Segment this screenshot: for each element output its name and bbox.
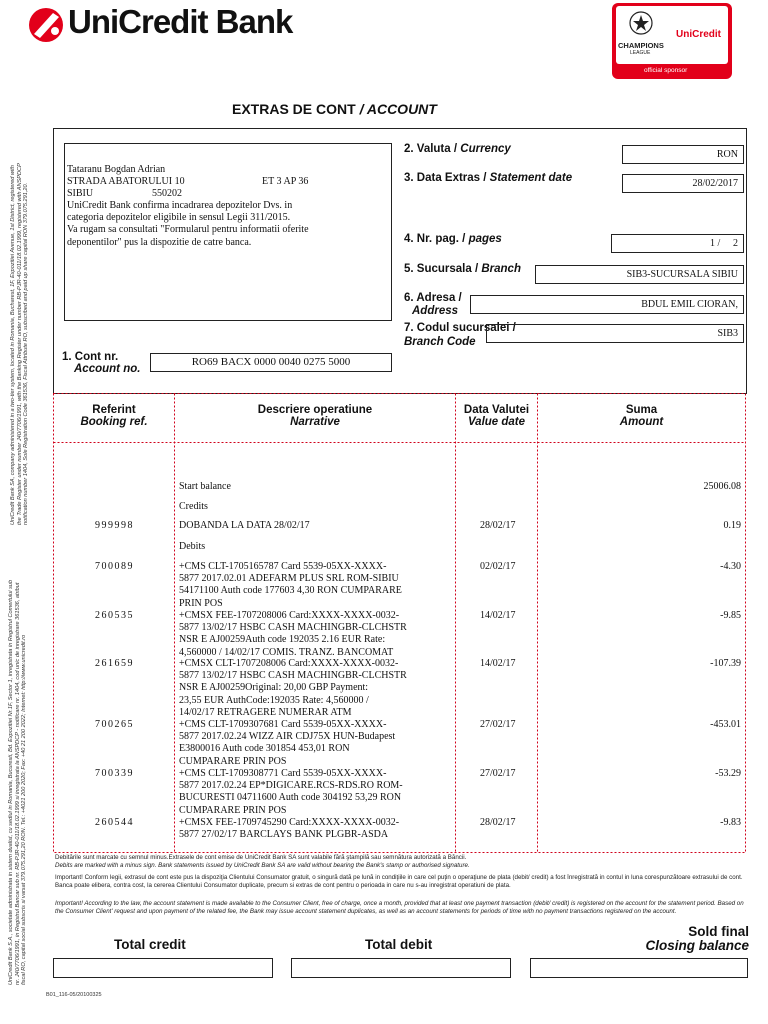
- deposit-notice: UniCredit Bank confirma incadrarea depozitelor Dvs. in categoria depozitelor eligibile in sensul Legii 311/2015. Va rugam sa consultati "Formularul pentru informatii oferite deponentilor" pus la dispozitie de catre banca.: [67, 200, 309, 248]
- row-ref: 260535: [95, 610, 134, 621]
- account-number: RO69 BACX 0000 0040 0275 5000: [150, 353, 392, 372]
- client-apt: ET 3 AP 36: [262, 176, 309, 187]
- badge-brand: UniCredit: [676, 29, 721, 40]
- title-en: ACCOUNT: [366, 101, 437, 117]
- row-ref: 700265: [95, 719, 134, 730]
- row-date: 28/02/17: [480, 520, 516, 531]
- debits-label: Debits: [179, 541, 206, 552]
- row-ref: 260544: [95, 817, 134, 828]
- row-desc: DOBANDA LA DATA 28/02/17: [179, 520, 310, 531]
- closing-balance-field: [530, 958, 748, 978]
- footer-debits-note-ro: Debitările sunt marcate cu semnul minus.Extrasele de cont emise de UniCredit Bank SA sunt valabile fără ştampilă sau semnătura autorizată a Băncii.: [55, 854, 467, 861]
- row-amount: 0.19: [723, 520, 741, 531]
- branch-code-label: 7. Codul sucursalei / Branch Code: [404, 322, 516, 348]
- row-desc: +CMS CLT-1709307681 Card 5539-05XX-XXXX- 5877 2017.02.24 WIZZ AIR CDJ75X HUN-Budapest E3800016 Auth code 301854 453,01 RON CUMPARARE PRIN POS: [179, 719, 396, 767]
- branch-value: SIB3-SUCURSALA SIBIU: [535, 265, 744, 284]
- client-postal: 550202: [152, 188, 182, 199]
- total-debit-label: Total debit: [365, 937, 433, 952]
- row-amount: -107.39: [710, 658, 741, 669]
- start-balance-label: Start balance: [179, 481, 231, 492]
- account-label: 1. Cont nr. Account no.: [62, 351, 141, 375]
- client-street: STRADA ABATORULUI 10: [67, 176, 185, 187]
- credits-label: Credits: [179, 501, 208, 512]
- row-ref: 261659: [95, 658, 134, 669]
- currency-label: 2. Valuta / Currency: [404, 143, 511, 155]
- client-name: Tataranu Bogdan Adrian: [67, 164, 166, 175]
- row-amount: -53.29: [715, 768, 741, 779]
- col-amount: Suma Amount: [619, 404, 664, 428]
- row-desc: +CMSX FEE-1709745290 Card:XXXX-XXXX-0032- 5877 27/02/17 BARCLAYS BANK PLGBR-ASDA: [179, 817, 400, 841]
- row-ref: 700089: [95, 561, 134, 572]
- footer-important-en: Important! According to the law, the account statement is made available to the Consumer Client, free of charge, once a month, provided that at least one payment transaction (debit/ credit) is registered on the account for the statement period. Based on the Consumer Client' request and upon payment of the related fee, the Bank may issue account statement duplicates, as well as an account statements for periods of time with no payment transactions registered on the account.: [55, 900, 744, 915]
- badge-line2: LEAGUE: [630, 50, 651, 56]
- branch-label: 5. Sucursala / Branch: [404, 263, 521, 275]
- row-date: 28/02/17: [480, 817, 516, 828]
- col-narrative: Descriere operatiune Narrative: [257, 404, 373, 428]
- total-debit-field: [291, 958, 511, 978]
- total-credit-label: Total credit: [114, 937, 186, 952]
- statement-date-label: 3. Data Extras / Statement date: [404, 172, 573, 184]
- row-date: 14/02/17: [480, 610, 516, 621]
- row-date: 27/02/17: [480, 768, 516, 779]
- row-amount: -4.30: [720, 561, 741, 572]
- row-desc: +CMSX FEE-1707208006 Card:XXXX-XXXX-0032- 5877 13/02/17 HSBC CASH MACHINGBR-CLCHSTR NSR E AJ00259Auth code 192035 2.16 EUR Rate: 4,560000 / 14/02/17 COMIS. TRANZ. BANCOMAT: [179, 610, 407, 658]
- row-amount: -9.85: [720, 610, 741, 621]
- pages-value: 1 / 2: [611, 234, 744, 253]
- pages-label: 4. Nr. pag. / pages: [404, 233, 502, 245]
- client-city: SIBIU: [67, 188, 94, 199]
- bank-name: UniCredit Bank: [68, 3, 293, 40]
- row-date: 27/02/17: [480, 719, 516, 730]
- col-booking-ref: Referint Booking ref.: [80, 404, 148, 428]
- badge-sponsor: official sponsor: [644, 67, 688, 74]
- col-value-date: Data Valutei Value date: [463, 404, 530, 428]
- title-sep: /: [359, 101, 364, 117]
- address-value: BDUL EMIL CIORAN,: [470, 295, 744, 314]
- row-amount: -9.83: [720, 817, 741, 828]
- currency-value: RON: [622, 145, 744, 164]
- badge-line1: CHAMPIONS: [618, 41, 664, 50]
- statement-date-value: 28/02/2017: [622, 174, 744, 193]
- row-date: 14/02/17: [480, 658, 516, 669]
- closing-balance-label: Sold final Closing balance: [645, 924, 749, 953]
- footer-debits-note-en: Debits are marked with a minus sign. Bank statements issued by UniCredit Bank SA are valid without bearing the Bank's stamp or authorised signature.: [55, 862, 470, 869]
- row-desc: +CMS CLT-1709308771 Card 5539-05XX-XXXX- 5877 2017.02.24 EP*DIGICARE.RCS-RDS.RO ROM- BUCURESTI 04711600 Auth code 304192 53,29 RON CUMPARARE PRIN POS: [179, 768, 403, 816]
- total-credit-field: [53, 958, 273, 978]
- branch-code-value: SIB3: [486, 324, 744, 343]
- row-amount: -453.01: [710, 719, 741, 730]
- row-ref: 700339: [95, 768, 134, 779]
- row-desc: +CMSX CLT-1707208006 Card:XXXX-XXXX-0032- 5877 13/02/17 HSBC CASH MACHINGBR-CLCHSTR NSR E AJ00259Original: 20,00 GBP Payment: 23,55 EUR AuthCode:192035 Rate: 4,560000 / 14/02/17 RETRAGERE NUMERAR ATM: [179, 658, 407, 718]
- footer-important-ro: Important! Conform legii, extrasul de cont este pus la dispoziţia Clientului Consumator gratuit, o singură dată pe lună in condiţiile in care cel puţin o operaţiune de plata (debit/ credit) a fost înregistrată in contul in luna corespunzătoare extrasului de cont. Banca poate elibera, contra cost, la cererea Clientului Consumator duplicate, precum si extras de cont pentru o perioada in care nu s-au inregistrat operatiuni de plata.: [55, 874, 743, 889]
- row-desc: +CMS CLT-1705165787 Card 5539-05XX-XXXX- 5877 2017.02.01 ADEFARM PLUS SRL ROM-SIBIU 54171100 Auth code 177603 4,30 RON CUMPARARE PRIN POS: [179, 561, 402, 609]
- form-code: B01_116-05/20100325: [46, 992, 102, 998]
- row-date: 02/02/17: [480, 561, 516, 572]
- address-label: 6. Adresa / Address: [404, 292, 462, 317]
- row-ref: 999998: [95, 520, 134, 531]
- sidebar-legal-ro: UniCredit Bank S.A., societate administrata in sistem dualist, cu sediul in Romania, Bucuresti, Bd. Expozitiei Nr.1F, Sector 1, inregistrata in Registrul Comertului sub nr. J40/7706/1991, in Registrul Bancar sub nr. RB-PJR-40-011/18.02.1999 si inregistrata la ANSPDCP - notificare nr. 1404, cod unic de inregistrare 361536, atribut fiscal RO, capital social subscris si varsat 379.075.291,20 RON. Tel.: +4021 200 2020; Fax: +40 21 200 2022; Internet: http://www.unicredit.ro: [8, 579, 28, 985]
- sidebar-legal-en: UniCredit Bank SA, company administered in a two-tier system, located in Romania, Bucharest, 1F, Expozitiei Avenue, 1st District, registered with the Trade Register under number J40/7706/1991, with the Banking Register under number RB-PJR-40-011/18.02.1999, registered with ANSPDCP notification number 1404, Sole Registration Code 361536, Fiscal Attribute RO, subscribed and paid up share capital RON 379.075.291,20.: [10, 163, 30, 525]
- start-balance-amount: 25006.08: [703, 481, 741, 492]
- title-main: EXTRAS DE CONT: [232, 101, 356, 117]
